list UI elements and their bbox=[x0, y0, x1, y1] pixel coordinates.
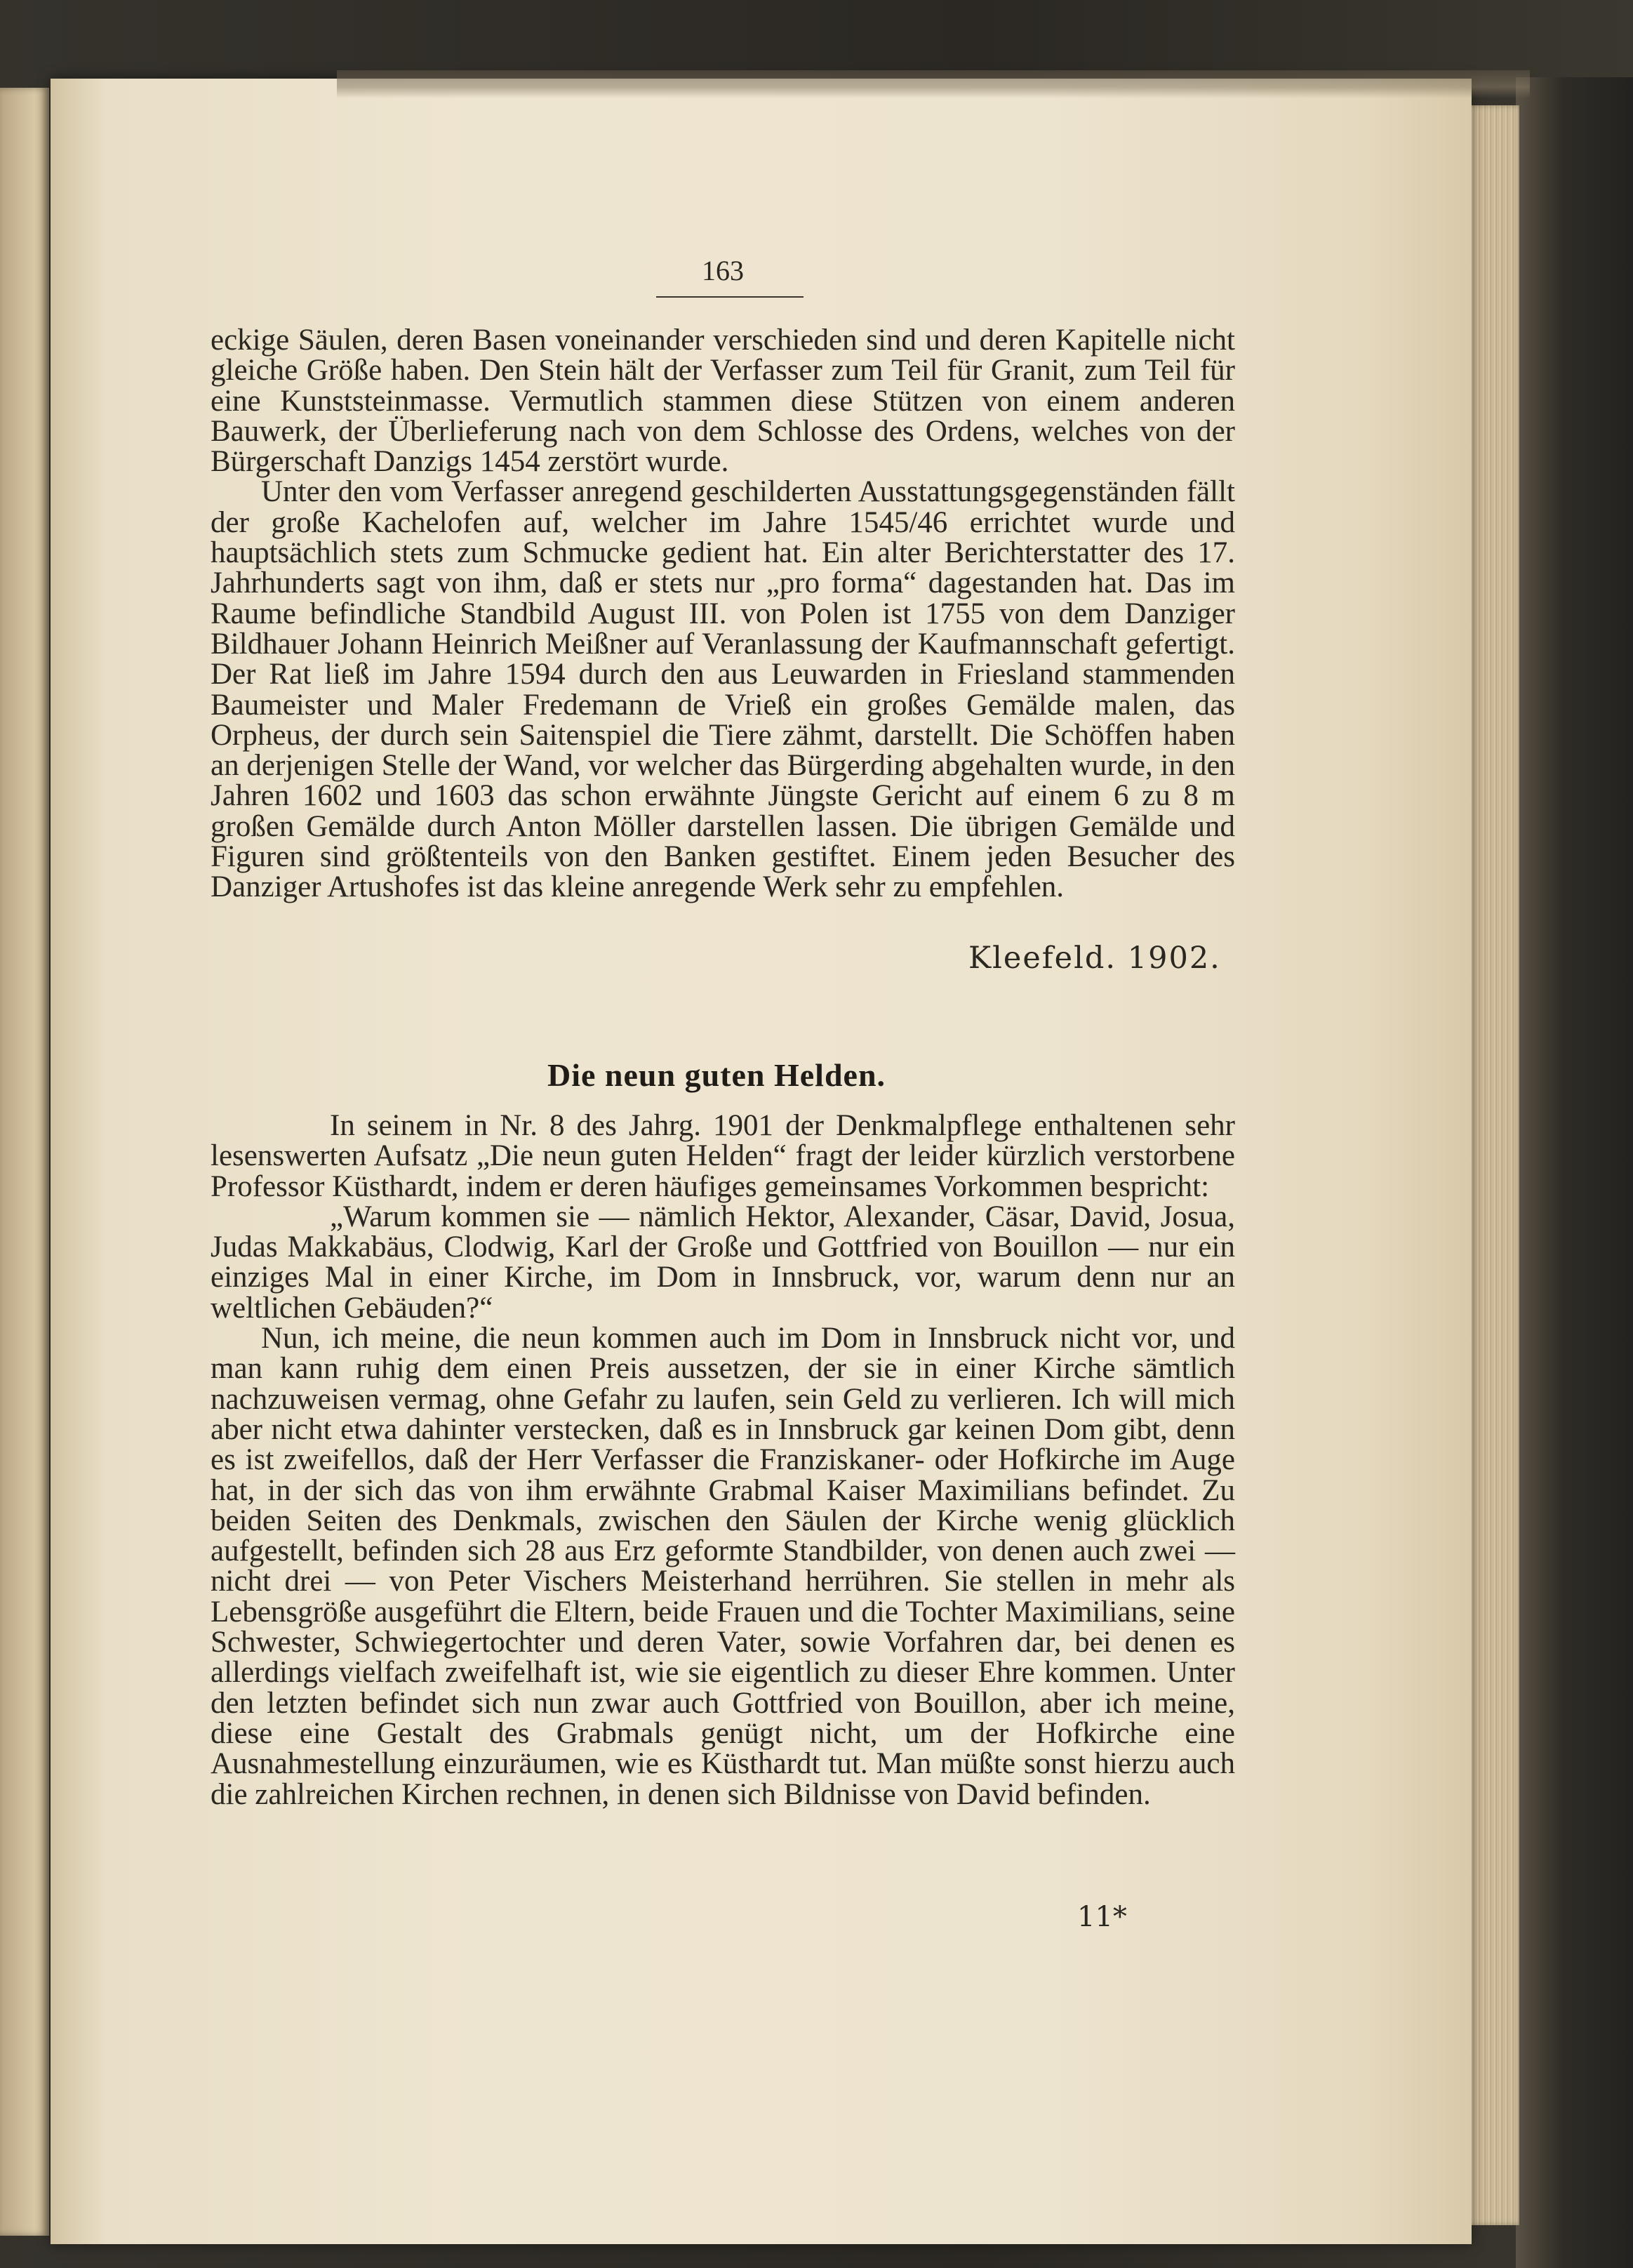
page-top-shadow bbox=[337, 70, 1530, 98]
sheet-signature-mark: 11* bbox=[1077, 1901, 1127, 1933]
quotation-paragraph: „Warum kommen sie — nämlich Hektor, Alexander, Cäsar, David, Josua, Judas Makkabäus, Clodwig, Karl der Große und Gottfried von Bouillon — nur ein einziges Mal in einer Kirche, im Dom in Innsbruck, vor, warum denn nur an weltlichen Gebäuden?“ bbox=[211, 1200, 1235, 1325]
article-kleefeld-text bbox=[211, 325, 1235, 903]
paragraph: eckige Säulen, deren Basen voneinander verschieden sind und deren Kapitelle nicht gleiche Größe haben. Den Stein hält der Verfasser zum Teil für Granit, zum Teil für eine Kunststeinmasse. Vermutlich stammen diese Stützen von einem anderen Bauwerk, der Überlieferung nach von dem Schlosse des Ordens, welches von der Bürgerschaft Danzigs 1454 zerstört wurde. bbox=[211, 324, 1235, 479]
author-signature: Kleefeld. 1902. bbox=[968, 941, 1221, 976]
paragraph: In seinem in Nr. 8 des Jahrg. 1901 der Denkmalpflege enthaltenen sehr lesenswerten Aufsatz „Die neun guten Helden“ fragt der leider kürzlich verstorbene Professor Küsthardt, indem er deren häufiges gemeinsames Vorkommen bespricht: bbox=[211, 1109, 1235, 1203]
page-number-rule bbox=[656, 296, 804, 298]
page-number: 163 bbox=[702, 255, 744, 286]
paragraph: Unter den vom Verfasser anregend geschilderten Ausstattungsgegenständen fällt der große Kachelofen auf, welcher im Jahre 1545/46 errichtet wurde und hauptsächlich stets zum Schmucke gedient hat. Ein alter Berichterstatter des 17. Jahrhunderts sagt von ihm, daß er stets nur „pro forma“ dagestanden hat. Das im Raume befindliche Standbild August III. von Polen ist 1755 von dem Danziger Bildhauer Johann Heinrich Meißner auf Veranlassung der Kaufmannschaft gefertigt. Der Rat ließ im Jahre 1594 durch den aus Leuwarden in Friesland stammenden Baumeister und Maler Fredemann de Vrieß ein großes Gemälde malen, das Orpheus, der durch sein Saitenspiel die Tiere zähmt, darstellt. Die Schöffen haben an derjenigen Stelle der Wand, vor welcher das Bürgerding abgehalten wurde, in den Jahren 1602 und 1603 das schon erwähnte Jüngste Gericht auf einem 6 zu 8 m großen Gemälde durch Anton Möller darstellen lassen. Die übrigen Gemälde und Figuren sind größtenteils von den Banken gestiftet. Einem jeden Besucher des Danziger Artushofes ist das kleine anregende Werk sehr zu empfehlen. bbox=[211, 475, 1235, 904]
book-spine bbox=[1516, 77, 1633, 2268]
article-helden-text bbox=[211, 1110, 1235, 1810]
previous-page-edge bbox=[0, 88, 49, 2236]
paragraph: Nun, ich meine, die neun kommen auch im Dom in Innsbruck nicht vor, und man kann ruhig dem einen Preis aussetzen, der sie in einer Kirche sämtlich nachzuweisen vermag, ohne Gefahr zu laufen, sein Geld zu verlieren. Ich will mich aber nicht etwa dahinter verstecken, daß es in Innsbruck gar keinen Dom gibt, denn es ist zweifellos, daß der Herr Verfasser die Franziskaner- oder Hofkirche im Auge hat, in der sich das von ihm erwähnte Grabmal Kaiser Maximilians befindet. Zu beiden Seiten des Denkmals, zwischen den Säulen der Kirche wenig glücklich aufgestellt, befinden sich 28 aus Erz geformte Standbilder, von denen auch zwei — nicht drei — von Peter Vischers Meisterhand herrühren. Sie stellen in mehr als Lebensgröße ausgeführt die Eltern, beide Frauen und die Tochter Maximilians, seine Schwester, Schwiegertochter und deren Vater, sowie Vorfahren dar, bei denen es allerdings vielfach zweifelhaft ist, wie sie eigentlich zu dieser Ehre kommen. Unter den letzten befindet sich nun zwar auch Gottfried von Bouillon, aber ich meine, diese eine Gestalt des Grabmals genügt nicht, um der Hofkirche eine Ausnahmestellung einzuräumen, wie es Küsthardt tut. Man müßte sonst hierzu auch die zahlreichen Kirchen rechnen, in denen sich Bildnisse von David befinden. bbox=[211, 1322, 1235, 1811]
article-heading: Die neun guten Helden. bbox=[547, 1057, 886, 1093]
